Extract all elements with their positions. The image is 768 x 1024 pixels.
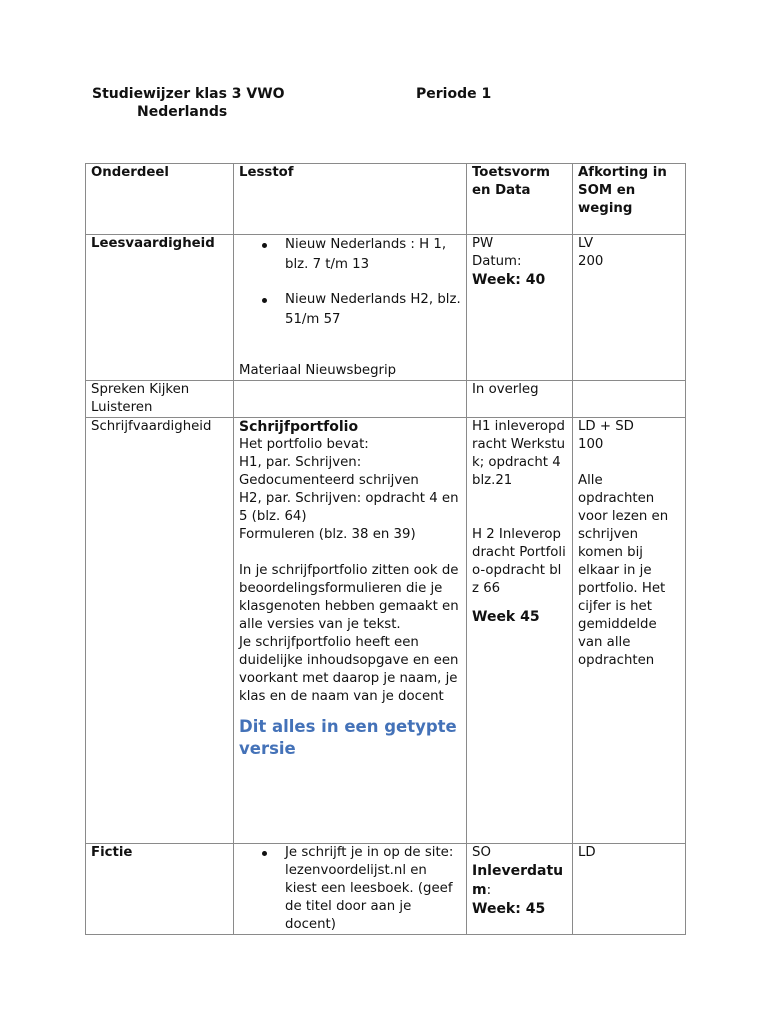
table-row-schrijfvaardigheid <box>86 418 686 844</box>
cell-toets-fictie <box>467 844 573 935</box>
afkorting-weging: 100 <box>578 437 604 452</box>
cell-toets-spreken: In overleg <box>467 381 573 418</box>
list-item <box>285 290 461 330</box>
cell-toets-schrijfvaardigheid <box>467 418 573 844</box>
highlight-text: Dit alles in een getypte versie <box>239 717 457 758</box>
document-title: Studiewijzer klas 3 VWO <box>92 86 285 102</box>
portfolio-line: H1, par. Schrijven: Gedocumenteerd schrijven <box>239 455 419 488</box>
afkorting-code: LV <box>578 236 594 251</box>
bullet-icon <box>262 851 267 856</box>
toets-week: Week: 45 <box>472 901 546 917</box>
list-item <box>285 844 461 934</box>
fictie-bullet: Je schrijft je in op de site: lezenvoordelijst.nl en kiest een leesboek. (geef de titel door aan je docent) <box>285 845 454 932</box>
table-row-spreken <box>86 381 686 418</box>
lesstof-bullet-2: Nieuw Nederlands H2, blz. 51/m 57 <box>285 292 461 327</box>
cell-lesstof-schrijfvaardigheid <box>234 418 467 844</box>
afkorting-code: LD + SD <box>578 419 634 434</box>
afkorting-note: Alle opdrachten voor lezen en schrijven komen bij elkaar in je portfolio. Het cijfer is het gemiddelde van alle opdrachten <box>578 473 669 668</box>
cell-lesstof-leesvaardigheid <box>234 235 467 381</box>
cell-onderdeel-fictie: Fictie <box>86 844 234 935</box>
toets-h2: H 2 Inleveropdracht Portfolio-opdracht blz 66 <box>472 527 566 596</box>
toets-week: Week: 40 <box>472 272 546 288</box>
table-header-row <box>86 164 686 235</box>
lesstof-bullet-1: Nieuw Nederlands : H 1, blz. 7 t/m 13 <box>285 237 447 272</box>
cell-lesstof-spreken <box>234 381 467 418</box>
portfolio-line: Het portfolio bevat: <box>239 437 369 452</box>
bullet-icon <box>262 298 267 303</box>
toets-inlever <box>472 862 567 900</box>
cell-toets-leesvaardigheid <box>467 235 573 381</box>
bullet-icon <box>262 243 267 248</box>
studiewijzer-table <box>85 163 686 935</box>
portfolio-paragraph-1: In je schrijfportfolio zitten ook de beoordelingsformulieren die je klasgenoten hebben gemaakt en alle versies van je tekst. <box>239 563 459 632</box>
cell-afkorting-spreken <box>573 381 686 418</box>
cell-onderdeel-leesvaardigheid: Leesvaardigheid <box>86 235 234 381</box>
table-row-fictie <box>86 844 686 935</box>
portfolio-line: H2, par. Schrijven: opdracht 4 en 5 (blz. 64) <box>239 491 459 524</box>
toets-week: Week 45 <box>472 609 540 625</box>
list-item <box>285 235 461 275</box>
cell-lesstof-fictie <box>234 844 467 935</box>
toets-h1: H1 inleveropdracht Werkstuk; opdracht 4 blz.21 <box>472 419 566 488</box>
cell-onderdeel-spreken: Spreken Kijken Luisteren <box>86 381 234 418</box>
document-period: Periode 1 <box>416 86 492 102</box>
toets-type: PW <box>472 236 494 251</box>
document-subject: Nederlands <box>137 104 228 120</box>
column-header-toetsvorm: Toetsvorm en Data <box>467 164 573 235</box>
column-header-lesstof: Lesstof <box>234 164 467 235</box>
toets-inlever-colon: : <box>486 883 492 898</box>
toets-datum: Datum: <box>472 254 522 269</box>
column-header-afkorting: Afkorting in SOM en weging <box>573 164 686 235</box>
portfolio-title: Schrijfportfolio <box>239 419 359 435</box>
portfolio-paragraph-2: Je schrijfportfolio heeft een duidelijke inhoudsopgave en een voorkant met daarop je naam, je klas en de naam van je docent <box>239 635 459 704</box>
cell-afkorting-leesvaardigheid <box>573 235 686 381</box>
cell-onderdeel-schrijfvaardigheid: Schrijfvaardigheid <box>86 418 234 844</box>
toets-inlever-label: Inleverdatum <box>472 863 564 898</box>
portfolio-line: Formuleren (blz. 38 en 39) <box>239 527 416 542</box>
materiaal-text: Materiaal Nieuwsbegrip <box>239 363 397 378</box>
table-row-leesvaardigheid <box>86 235 686 381</box>
column-header-onderdeel: Onderdeel <box>86 164 234 235</box>
cell-afkorting-fictie: LD <box>573 844 686 935</box>
cell-afkorting-schrijfvaardigheid <box>573 418 686 844</box>
toets-type: SO <box>472 845 491 860</box>
afkorting-weging: 200 <box>578 254 604 269</box>
